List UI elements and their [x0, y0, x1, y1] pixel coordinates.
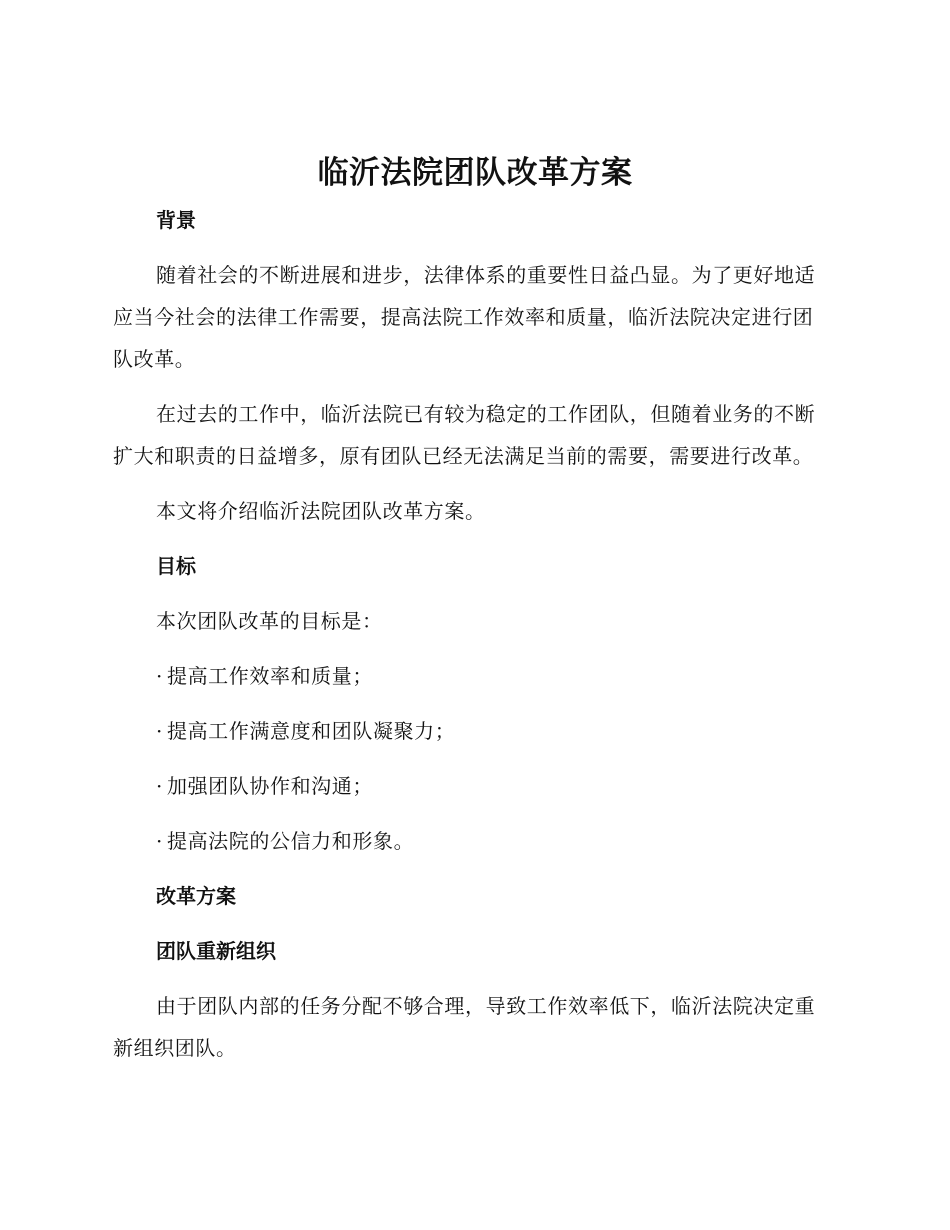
paragraph: 由于团队内部的任务分配不够合理，导致工作效率低下，临沂法院决定重新组织团队。: [113, 994, 816, 1060]
list-item-text: 提高法院的公信力和形象。: [166, 829, 415, 853]
list-item-text: 提高工作效率和质量；: [166, 664, 373, 688]
list-item: [113, 655, 833, 697]
paragraph: 在过去的工作中，临沂法院已有较为稳定的工作团队，但随着业务的不断扩大和职责的日益增多，原有团队已经无法满足当前的需要，需要进行改革。: [113, 402, 816, 468]
bullet-icon: ·: [156, 664, 163, 688]
document-title: 临沂法院团队改革方案: [317, 155, 633, 191]
list-item: [113, 820, 833, 862]
list-item: [113, 710, 833, 752]
section-heading-goal: 目标: [156, 554, 196, 578]
bullet-icon: ·: [156, 774, 163, 798]
section-heading-background: 背景: [156, 208, 196, 232]
document-body: [113, 199, 833, 1082]
bullet-icon: ·: [156, 829, 163, 853]
paragraph: 本次团队改革的目标是：: [156, 609, 383, 633]
paragraph: 本文将介绍临沂法院团队改革方案。: [156, 499, 486, 523]
list-item-text: 提高工作满意度和团队凝聚力；: [166, 719, 456, 743]
bullet-icon: ·: [156, 719, 163, 743]
section-heading-plan: 改革方案: [156, 884, 236, 908]
list-item: [113, 765, 833, 807]
subsection-heading-reorganization: 团队重新组织: [156, 939, 276, 963]
list-item-text: 加强团队协作和沟通；: [166, 774, 373, 798]
paragraph: 随着社会的不断进展和进步，法律体系的重要性日益凸显。为了更好地适应当今社会的法律工作需要，提高法院工作效率和质量，临沂法院决定进行团队改革。: [113, 263, 816, 371]
